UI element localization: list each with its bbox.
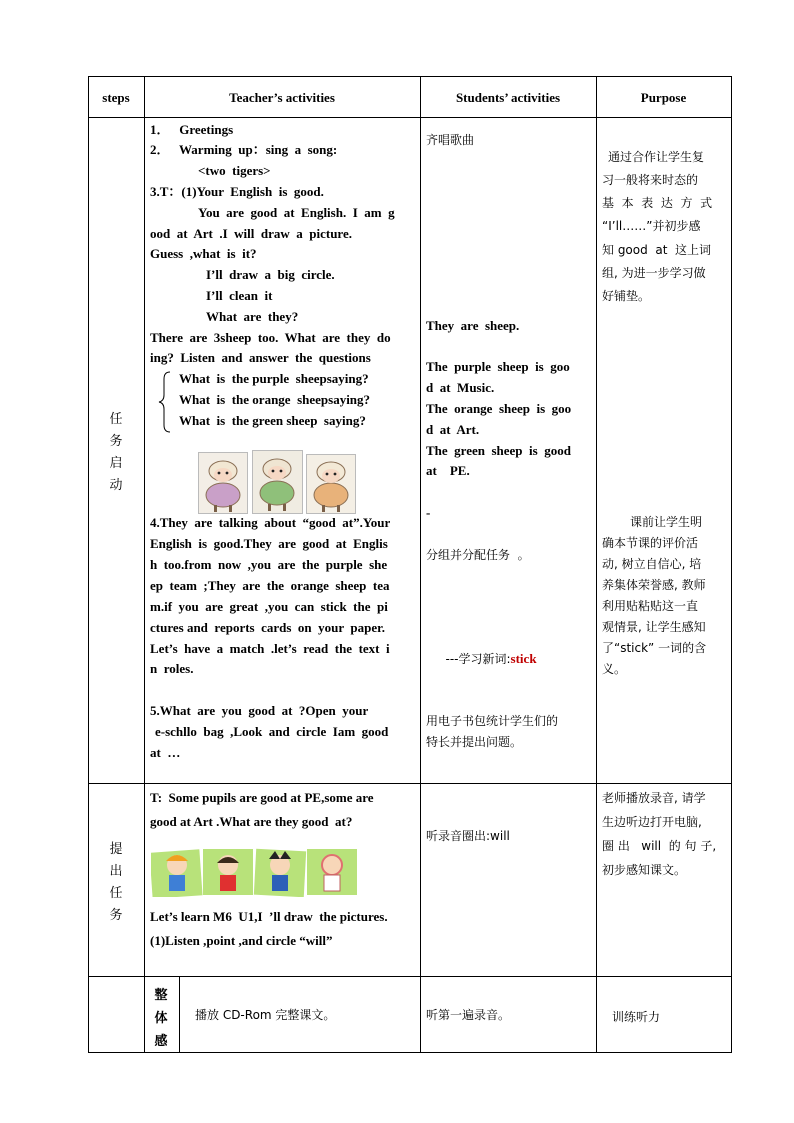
student-text: 分组并分配任务 。 <box>426 548 530 562</box>
header-steps: steps <box>102 90 130 105</box>
col-divider-3 <box>596 76 597 1053</box>
student-text: They are sheep. <box>426 318 520 333</box>
purpose-text: 观情景, 让学生感知 <box>602 620 706 634</box>
row3-purpose <box>612 1007 728 1028</box>
row2-divider <box>88 976 732 977</box>
student-text: 听录音圈出:will <box>426 829 510 843</box>
teacher-line: 1． Greetings <box>150 122 234 137</box>
teacher-line: (1)Listen ,point ,and circle “will” <box>150 933 333 948</box>
sheep-body <box>206 483 240 507</box>
purpose-text: 基 本 表 达 方 式 <box>602 196 713 210</box>
teacher-line: ctures and reports cards on your paper. <box>150 620 385 635</box>
question-line: What is the green sheep saying? <box>179 413 366 428</box>
header-purpose: Purpose <box>640 90 687 105</box>
purple-sheep-picture <box>198 452 248 514</box>
student-text: - <box>426 505 431 520</box>
row3-teacher-activities <box>195 1005 415 1026</box>
student-text: 听第一遍录音。 <box>426 1008 511 1022</box>
purpose-text: 圈 出 will 的 句 子, <box>602 839 717 853</box>
col-divider-1 <box>144 76 145 1053</box>
row1-step-char: 任 <box>109 412 123 427</box>
student-text: The purple sheep is goo <box>426 359 570 374</box>
row1-step-char: 启 <box>109 456 123 471</box>
teacher-line: English is good.They are good at Englis <box>150 536 388 551</box>
row3-sub-char: 整 <box>154 988 168 1003</box>
row2-step-char: 务 <box>109 908 123 923</box>
row1-step-char: 动 <box>109 478 123 493</box>
teacher-line: ing? Listen and answer the questions <box>150 350 371 365</box>
student-text: The green sheep is good <box>426 443 571 458</box>
col-divider-2 <box>420 76 421 1053</box>
teacher-line: 播放 CD-Rom 完整课文。 <box>195 1008 336 1022</box>
purpose-text: 动, 树立自信心, 培 <box>602 557 702 571</box>
table-border-left <box>88 76 89 1053</box>
teacher-line: m.if you are great ,you can stick the pi <box>150 599 388 614</box>
purpose-text: “I’ll……”并初步感 <box>602 219 701 233</box>
row3-sub-char: 体 <box>154 1011 168 1026</box>
student-text: at PE. <box>426 463 470 478</box>
orange-sheep-picture <box>306 454 356 514</box>
sheep-body <box>260 481 294 505</box>
curly-brace <box>158 371 172 433</box>
purpose-text: 了“stick” 一词的含 <box>602 641 707 655</box>
teacher-line: There are 3sheep too. What are they do <box>150 330 391 345</box>
header-students-activities: Students’ activities <box>455 90 561 105</box>
table-border-right <box>731 76 732 1053</box>
student-text: 特长并提出问题。 <box>426 735 523 749</box>
purpose-text: 确本节课的评价活 <box>602 536 699 550</box>
purpose-text: 组, 为进一步学习做 <box>602 266 706 280</box>
purpose-text: 训练听力 <box>612 1010 661 1024</box>
purpose-text: 生边听边打开电脑, <box>602 815 702 829</box>
purpose-text: 好铺垫。 <box>602 289 651 303</box>
purpose-text: 习一般将来时态的 <box>602 173 699 187</box>
student-new-word <box>426 628 537 690</box>
teacher-line: h too.from now ,you are the purple she <box>150 557 388 572</box>
header-divider <box>88 117 732 118</box>
teacher-line: I’ll draw a big circle. <box>206 267 335 282</box>
sheep-body <box>314 483 348 507</box>
new-word-label: ---学习新词: <box>445 651 511 666</box>
row2-step-char: 出 <box>109 864 123 879</box>
purpose-text: 老师播放录音, 请学 <box>602 791 706 805</box>
purpose-text: 养集体荣誉感, 教师 <box>602 578 706 592</box>
teacher-line: 2． Warming up：sing a song: <box>150 142 338 157</box>
header-teacher-activities: Teacher’s activities <box>229 90 335 105</box>
teacher-line: n roles. <box>150 661 194 676</box>
purpose-text: 义。 <box>602 662 627 676</box>
new-word-stick: stick <box>510 650 537 666</box>
teacher-line: Let’s learn M6 U1,I ’ll draw the pictures. <box>150 909 388 924</box>
table-border-top <box>88 76 732 77</box>
row3-sub-char: 感 <box>154 1034 168 1049</box>
teacher-line: Guess ,what is it? <box>150 246 257 261</box>
row2-step-char: 任 <box>109 886 123 901</box>
teacher-line: 3.T：(1)Your English is good. <box>150 184 324 199</box>
row1-divider <box>88 783 732 784</box>
row1-step-char: 务 <box>109 434 123 449</box>
student-text: 用电子书包统计学生们的 <box>426 714 559 728</box>
teacher-line: 4.They are talking about “good at”.Your <box>150 515 391 530</box>
kids-picture <box>151 847 359 897</box>
question-line: What is the purple sheepsaying? <box>179 371 369 386</box>
teacher-line: good at Art .What are they good at? <box>150 814 353 829</box>
table-border-bottom <box>88 1052 732 1053</box>
teacher-line: I’ll clean it <box>206 288 273 303</box>
sheep-illustration <box>199 453 247 513</box>
student-text: d at Art. <box>426 422 480 437</box>
kids-illustration <box>151 847 359 897</box>
purpose-text: 课前让学生明 <box>630 515 703 529</box>
purpose-text: 初步感知课文。 <box>602 863 687 877</box>
teacher-line: e-schllo bag ,Look and circle Iam good <box>155 724 389 739</box>
green-sheep-picture <box>252 450 303 514</box>
question-line: What is the orange sheepsaying? <box>179 392 371 407</box>
teacher-line: You are good at English. I am g <box>198 205 395 220</box>
teacher-line: What are they? <box>206 309 299 324</box>
purpose-text: 知 good at 这上词 <box>602 243 712 257</box>
teacher-line: Let’s have a match .let’s read the text i <box>150 641 390 656</box>
teacher-line: T: Some pupils are good at PE,some are <box>150 790 374 805</box>
col-subdivider <box>179 976 180 1053</box>
teacher-line: ood at Art .I will draw a picture. <box>150 226 352 241</box>
student-text: The orange sheep is goo <box>426 401 572 416</box>
sheep-illustration <box>253 451 302 513</box>
row2-step-char: 提 <box>109 842 123 857</box>
student-text: 齐唱歌曲 <box>426 133 475 147</box>
purpose-text: 通过合作让学生复 <box>608 150 705 164</box>
sheep-illustration <box>307 455 355 513</box>
teacher-line: ep team ;They are the orange sheep tea <box>150 578 390 593</box>
teacher-line: <two tigers> <box>198 163 271 178</box>
teacher-line: 5.What are you good at ?Open your <box>150 703 369 718</box>
purpose-text: 利用贴粘贴这一直 <box>602 599 699 613</box>
student-text: d at Music. <box>426 380 495 395</box>
row3-students-activities <box>426 1005 594 1026</box>
teacher-line: at … <box>150 745 181 760</box>
